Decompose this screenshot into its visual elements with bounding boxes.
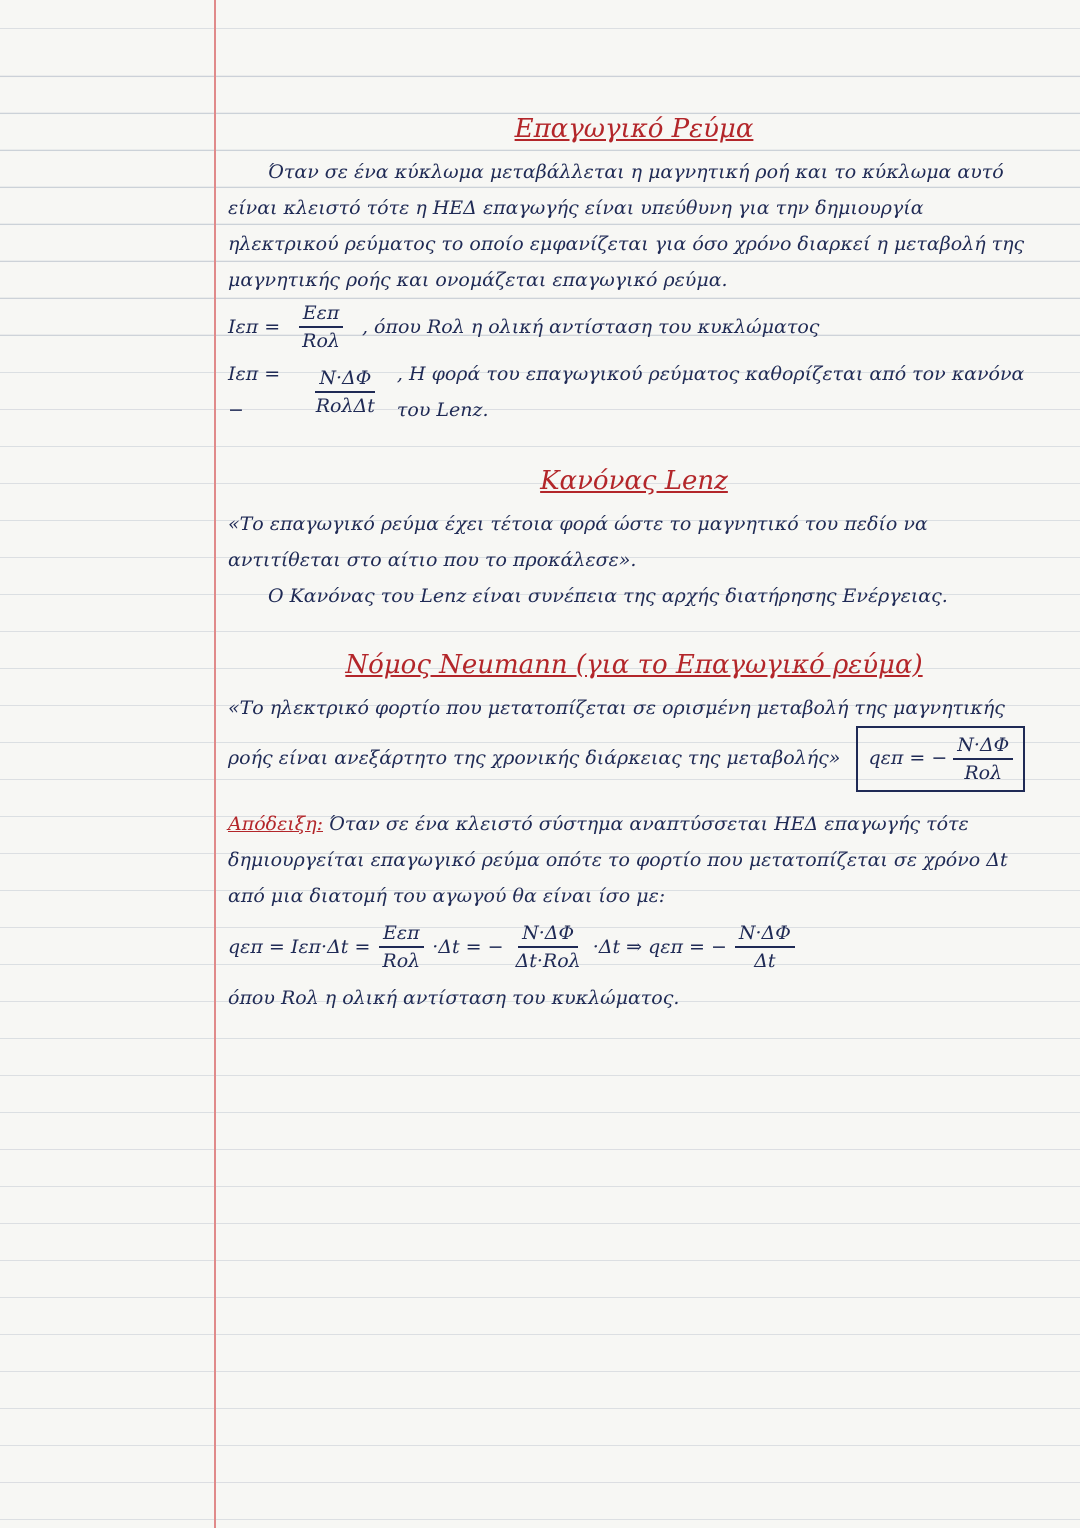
- numerator: N·ΔΦ: [735, 920, 795, 948]
- numerator: N·ΔΦ: [953, 732, 1013, 760]
- fraction: [735, 920, 795, 974]
- formula-current-emf: [228, 300, 1040, 354]
- lenz-note: Ο Κανόνας του Lenz είναι συνέπεια της αρχής διατήρησης Ενέργειας.: [268, 585, 948, 607]
- notes-content: [228, 104, 1040, 1016]
- neumann-title: Νόμος Neumann (για το Επαγωγικό ρεύμα): [345, 650, 923, 680]
- proof-label: Απόδειξη:: [228, 813, 323, 835]
- formula-lhs: Iεπ =: [228, 316, 281, 338]
- numerator: N·ΔΦ: [518, 920, 578, 948]
- denominator: RολΔt: [315, 395, 375, 417]
- lenz-title: Κανόνας Lenz: [540, 466, 728, 496]
- margin-line: [214, 0, 216, 1528]
- formula-lhs: Iεπ = −: [228, 363, 281, 421]
- fraction: [953, 732, 1013, 786]
- lenz-quote: «Το επαγωγικό ρεύμα έχει τέτοια φορά ώστε το μαγνητικό του πεδίο να αντιτίθεται στο αίτιο που το προκάλεσε».: [228, 513, 928, 571]
- denominator: Δt·Rολ: [515, 950, 581, 972]
- proof-derivation: [228, 920, 1040, 974]
- eq-part-a: qεπ = Iεπ·Δt =: [228, 936, 371, 958]
- denominator: Rολ: [302, 330, 340, 352]
- formula-current-flux: [228, 356, 1040, 428]
- numerator: Εεπ: [379, 920, 424, 948]
- formula-lhs: qεπ = −: [868, 747, 948, 769]
- induced-current-paragraph: Όταν σε ένα κύκλωμα μεταβάλλεται η μαγνητική ροή και το κύκλωμα αυτό είναι κλειστό τότε η ΗΕΔ επαγωγής είναι υπεύθυνη για την δημιουργία ηλεκτρικού ρεύματος το οποίο εμφανίζεται για όσο χρόνο διαρκεί η μεταβολή της μαγνητικής ροής και ονομάζεται επαγωγικό ρεύμα.: [228, 161, 1025, 291]
- denominator: Rολ: [964, 762, 1003, 784]
- denominator: Rολ: [382, 950, 421, 972]
- neumann-boxed-formula: [856, 726, 1025, 792]
- fraction: [312, 365, 379, 419]
- fraction: [378, 920, 424, 974]
- eq-part-b: ·Δt = −: [432, 936, 504, 958]
- denominator: Δt: [754, 950, 776, 972]
- fraction: [512, 920, 585, 974]
- proof-paragraph: [228, 806, 1040, 914]
- formula-note: , Η φορά του επαγωγικού ρεύματος καθορίζεται από τον κανόνα του Lenz.: [396, 363, 1025, 421]
- induced-current-title: Επαγωγικό Ρεύμα: [514, 114, 754, 144]
- proof-closing: όπου Rολ η ολική αντίσταση του κυκλώματος.: [228, 987, 680, 1009]
- eq-part-c: ·Δt ⇒ qεπ = −: [592, 936, 727, 958]
- numerator: N·ΔΦ: [315, 365, 375, 393]
- formula-note: , όπου Rολ η ολική αντίσταση του κυκλώματος: [361, 316, 820, 338]
- neumann-quote: [228, 690, 1040, 792]
- fraction: [298, 300, 344, 354]
- proof-text: Όταν σε ένα κλειστό σύστημα αναπτύσσεται ΗΕΔ επαγωγής τότε δημιουργείται επαγωγικό ρεύμα οπότε το φορτίο που μετατοπίζεται σε χρόνο Δt από μια διατομή του αγωγού θα είναι ίσο με:: [228, 813, 1008, 907]
- numerator: Εεπ: [299, 300, 344, 328]
- neumann-quote-text: «Το ηλεκτρικό φορτίο που μετατοπίζεται σε ορισμένη μεταβολή της μαγνητικής ροής είναι ανεξάρτητο της χρονικής διάρκειας της μεταβολής»: [228, 697, 1005, 769]
